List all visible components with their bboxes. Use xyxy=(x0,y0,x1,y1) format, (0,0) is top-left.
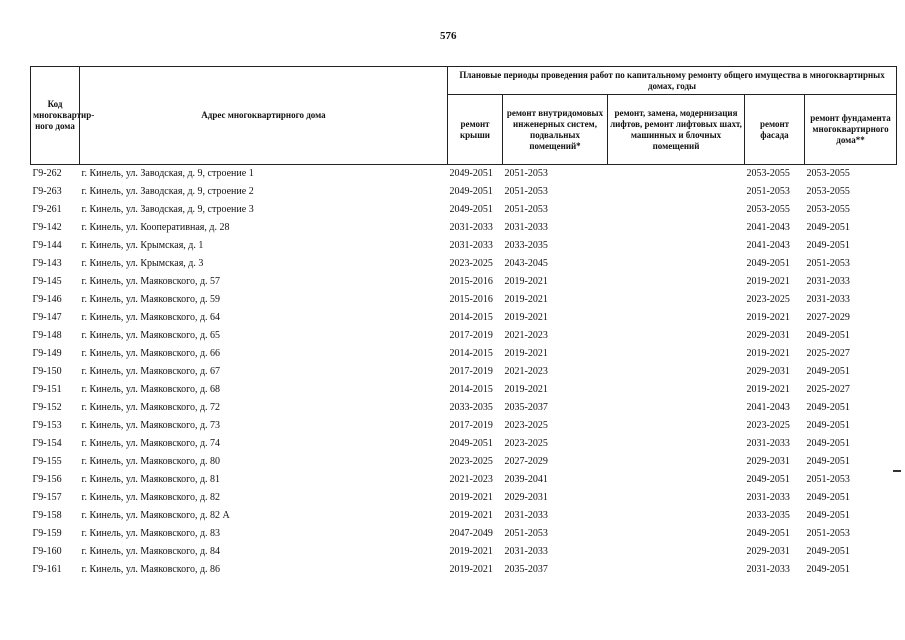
cell-code: Г9-160 xyxy=(32,546,62,557)
cell-foundation: 2027-2029 xyxy=(806,312,850,323)
cell-engineering: 2039-2041 xyxy=(504,474,548,485)
cell-foundation: 2049-2051 xyxy=(806,240,850,251)
cell-engineering: 2023-2025 xyxy=(504,420,548,431)
cell-facade: 2041-2043 xyxy=(746,240,790,251)
cell-facade: 2019-2021 xyxy=(746,276,790,287)
cell-lifts xyxy=(608,165,745,184)
cell-address: г. Кинель, ул. Маяковского, д. 82 xyxy=(81,492,221,503)
cell-roof: 2019-2021 xyxy=(449,510,493,521)
cell-engineering: 2035-2037 xyxy=(504,564,548,575)
cell-engineering: 2023-2025 xyxy=(504,438,548,449)
table-row xyxy=(31,309,897,327)
cell-lifts xyxy=(608,489,745,507)
cell-foundation: 2049-2051 xyxy=(806,366,850,377)
cell-facade: 2049-2051 xyxy=(746,474,790,485)
cell-facade: 2031-2033 xyxy=(746,564,790,575)
cell-lifts xyxy=(608,561,745,579)
cell-address: г. Кинель, ул. Маяковского, д. 72 xyxy=(81,402,221,413)
cell-roof: 2021-2023 xyxy=(449,474,493,485)
cell-lifts xyxy=(608,417,745,435)
cell-roof: 2019-2021 xyxy=(449,492,493,503)
cell-foundation: 2049-2051 xyxy=(806,402,850,413)
cell-address: г. Кинель, ул. Маяковского, д. 83 xyxy=(81,528,221,539)
cell-engineering: 2021-2023 xyxy=(504,330,548,341)
cell-address: г. Кинель, ул. Маяковского, д. 59 xyxy=(81,294,221,305)
table-row xyxy=(31,327,897,345)
table-row xyxy=(31,435,897,453)
cell-facade: 2029-2031 xyxy=(746,330,790,341)
cell-roof: 2049-2051 xyxy=(449,168,493,179)
cell-lifts xyxy=(608,345,745,363)
cell-foundation: 2053-2055 xyxy=(806,186,850,197)
cell-engineering: 2031-2033 xyxy=(504,510,548,521)
cell-lifts xyxy=(608,219,745,237)
cell-lifts xyxy=(608,183,745,201)
cell-address: г. Кинель, ул. Маяковского, д. 86 xyxy=(81,564,221,575)
table-row xyxy=(31,471,897,489)
cell-engineering: 2051-2053 xyxy=(504,168,548,179)
cell-address: г. Кинель, ул. Заводская, д. 9, строение 1 xyxy=(81,168,254,179)
cell-address: г. Кинель, ул. Маяковского, д. 81 xyxy=(81,474,221,485)
cell-facade: 2041-2043 xyxy=(746,222,790,233)
cell-foundation: 2049-2051 xyxy=(806,546,850,557)
header-foundation: ремонт фундамента многоквартирного дома** xyxy=(805,95,897,165)
cell-foundation: 2031-2033 xyxy=(806,276,850,287)
cell-roof: 2031-2033 xyxy=(449,222,493,233)
table-row xyxy=(31,561,897,579)
cell-lifts xyxy=(608,201,745,219)
header-facade: ремонт фасада xyxy=(745,95,805,165)
cell-roof: 2049-2051 xyxy=(449,186,493,197)
table-row xyxy=(31,381,897,399)
cell-facade: 2051-2053 xyxy=(746,186,790,197)
cell-engineering: 2035-2037 xyxy=(504,402,548,413)
table-row xyxy=(31,363,897,381)
cell-code: Г9-147 xyxy=(32,312,62,323)
cell-facade: 2049-2051 xyxy=(746,528,790,539)
cell-address: г. Кинель, ул. Кооперативная, д. 28 xyxy=(81,222,230,233)
cell-facade: 2029-2031 xyxy=(746,456,790,467)
cell-address: г. Кинель, ул. Крымская, д. 1 xyxy=(81,240,204,251)
cell-facade: 2031-2033 xyxy=(746,492,790,503)
cell-roof: 2047-2049 xyxy=(449,528,493,539)
cell-address: г. Кинель, ул. Маяковского, д. 73 xyxy=(81,420,221,431)
cell-lifts xyxy=(608,291,745,309)
cell-roof: 2023-2025 xyxy=(449,258,493,269)
cell-code: Г9-146 xyxy=(32,294,62,305)
cell-lifts xyxy=(608,507,745,525)
cell-facade: 2053-2055 xyxy=(746,204,790,215)
cell-address: г. Кинель, ул. Маяковского, д. 66 xyxy=(81,348,221,359)
table-row xyxy=(31,165,897,184)
cell-facade: 2019-2021 xyxy=(746,384,790,395)
cell-lifts xyxy=(608,363,745,381)
cell-facade: 2029-2031 xyxy=(746,366,790,377)
cell-lifts xyxy=(608,237,745,255)
cell-code: Г9-151 xyxy=(32,384,62,395)
cell-foundation: 2049-2051 xyxy=(806,420,850,431)
cell-roof: 2049-2051 xyxy=(449,204,493,215)
cell-lifts xyxy=(608,525,745,543)
cell-roof: 2015-2016 xyxy=(449,276,493,287)
cell-foundation: 2051-2053 xyxy=(806,258,850,269)
cell-code: Г9-142 xyxy=(32,222,62,233)
cell-facade: 2053-2055 xyxy=(746,168,790,179)
cell-lifts xyxy=(608,309,745,327)
table-row xyxy=(31,273,897,291)
cell-roof: 2033-2035 xyxy=(449,402,493,413)
cell-roof: 2049-2051 xyxy=(449,438,493,449)
cell-lifts xyxy=(608,471,745,489)
cell-foundation: 2049-2051 xyxy=(806,510,850,521)
cell-foundation: 2049-2051 xyxy=(806,330,850,341)
cell-roof: 2015-2016 xyxy=(449,294,493,305)
cell-foundation: 2053-2055 xyxy=(806,204,850,215)
cell-address: г. Кинель, ул. Маяковского, д. 68 xyxy=(81,384,221,395)
cell-facade: 2031-2033 xyxy=(746,438,790,449)
cell-facade: 2049-2051 xyxy=(746,258,790,269)
cell-address: г. Кинель, ул. Заводская, д. 9, строение 3 xyxy=(81,204,254,215)
table-row xyxy=(31,291,897,309)
cell-engineering: 2031-2033 xyxy=(504,222,548,233)
cell-foundation: 2049-2051 xyxy=(806,438,850,449)
cell-facade: 2033-2035 xyxy=(746,510,790,521)
cell-address: г. Кинель, ул. Маяковского, д. 67 xyxy=(81,366,221,377)
cell-foundation: 2031-2033 xyxy=(806,294,850,305)
header-code: Код многоквартир-ного дома xyxy=(31,67,80,165)
header-work-periods: Плановые периоды проведения работ по капитальному ремонту общего имущества в многоквартирных домах, годы xyxy=(448,67,897,95)
table-row xyxy=(31,345,897,363)
cell-address: г. Кинель, ул. Маяковского, д. 82 А xyxy=(81,510,230,521)
cell-code: Г9-159 xyxy=(32,528,62,539)
cell-facade: 2029-2031 xyxy=(746,546,790,557)
header-roof: ремонт крыши xyxy=(448,95,503,165)
cell-address: г. Кинель, ул. Заводская, д. 9, строение 2 xyxy=(81,186,254,197)
cell-roof: 2014-2015 xyxy=(449,312,493,323)
cell-address: г. Кинель, ул. Маяковского, д. 64 xyxy=(81,312,221,323)
cell-lifts xyxy=(608,399,745,417)
cell-address: г. Кинель, ул. Маяковского, д. 80 xyxy=(81,456,221,467)
table-row xyxy=(31,201,897,219)
table-row xyxy=(31,219,897,237)
cell-code: Г9-158 xyxy=(32,510,62,521)
cell-address: г. Кинель, ул. Крымская, д. 3 xyxy=(81,258,204,269)
cell-code: Г9-148 xyxy=(32,330,62,341)
cell-engineering: 2031-2033 xyxy=(504,546,548,557)
cell-code: Г9-154 xyxy=(32,438,62,449)
cell-engineering: 2033-2035 xyxy=(504,240,548,251)
header-lifts: ремонт, замена, модернизация лифтов, ремонт лифтовых шахт, машинных и блочных помещений xyxy=(608,95,745,165)
cell-engineering: 2043-2045 xyxy=(504,258,548,269)
table-row xyxy=(31,489,897,507)
cell-engineering: 2019-2021 xyxy=(504,348,548,359)
table-body xyxy=(31,165,897,580)
cell-roof: 2017-2019 xyxy=(449,330,493,341)
table-row xyxy=(31,183,897,201)
cell-code: Г9-261 xyxy=(32,204,62,215)
cell-code: Г9-161 xyxy=(32,564,62,575)
cell-code: Г9-263 xyxy=(32,186,62,197)
cell-foundation: 2049-2051 xyxy=(806,492,850,503)
cell-address: г. Кинель, ул. Маяковского, д. 57 xyxy=(81,276,221,287)
cell-lifts xyxy=(608,273,745,291)
cell-engineering: 2051-2053 xyxy=(504,186,548,197)
cell-engineering: 2029-2031 xyxy=(504,492,548,503)
cell-foundation: 2025-2027 xyxy=(806,384,850,395)
cell-engineering: 2019-2021 xyxy=(504,294,548,305)
cell-engineering: 2027-2029 xyxy=(504,456,548,467)
cell-code: Г9-144 xyxy=(32,240,62,251)
cell-roof: 2017-2019 xyxy=(449,420,493,431)
table-row xyxy=(31,417,897,435)
cell-engineering: 2019-2021 xyxy=(504,276,548,287)
cell-foundation: 2051-2053 xyxy=(806,528,850,539)
cell-foundation: 2049-2051 xyxy=(806,564,850,575)
table-row xyxy=(31,525,897,543)
cell-lifts xyxy=(608,453,745,471)
scan-edge-mark xyxy=(893,470,901,472)
cell-facade: 2019-2021 xyxy=(746,348,790,359)
cell-code: Г9-150 xyxy=(32,366,62,377)
cell-engineering: 2019-2021 xyxy=(504,384,548,395)
table-row xyxy=(31,399,897,417)
cell-lifts xyxy=(608,327,745,345)
table-header xyxy=(31,67,897,165)
cell-code: Г9-145 xyxy=(32,276,62,287)
cell-code: Г9-156 xyxy=(32,474,62,485)
cell-engineering: 2019-2021 xyxy=(504,312,548,323)
cell-code: Г9-149 xyxy=(32,348,62,359)
cell-facade: 2019-2021 xyxy=(746,312,790,323)
cell-engineering: 2051-2053 xyxy=(504,528,548,539)
cell-address: г. Кинель, ул. Маяковского, д. 74 xyxy=(81,438,221,449)
cell-lifts xyxy=(608,435,745,453)
cell-roof: 2019-2021 xyxy=(449,546,493,557)
page-number: 576 xyxy=(440,30,457,42)
cell-roof: 2019-2021 xyxy=(449,564,493,575)
cell-roof: 2031-2033 xyxy=(449,240,493,251)
cell-foundation: 2053-2055 xyxy=(806,168,850,179)
table-row xyxy=(31,507,897,525)
repair-schedule-table xyxy=(30,66,897,579)
cell-roof: 2023-2025 xyxy=(449,456,493,467)
cell-code: Г9-152 xyxy=(32,402,62,413)
cell-engineering: 2021-2023 xyxy=(504,366,548,377)
cell-foundation: 2049-2051 xyxy=(806,456,850,467)
cell-lifts xyxy=(608,381,745,399)
cell-facade: 2023-2025 xyxy=(746,420,790,431)
cell-engineering: 2051-2053 xyxy=(504,204,548,215)
table-row xyxy=(31,453,897,471)
cell-foundation: 2049-2051 xyxy=(806,222,850,233)
cell-code: Г9-153 xyxy=(32,420,62,431)
cell-roof: 2014-2015 xyxy=(449,348,493,359)
cell-roof: 2017-2019 xyxy=(449,366,493,377)
cell-code: Г9-155 xyxy=(32,456,62,467)
cell-foundation: 2051-2053 xyxy=(806,474,850,485)
cell-lifts xyxy=(608,255,745,273)
table-row xyxy=(31,237,897,255)
cell-foundation: 2025-2027 xyxy=(806,348,850,359)
header-address: Адрес многоквартирного дома xyxy=(80,67,448,165)
cell-code: Г9-157 xyxy=(32,492,62,503)
cell-address: г. Кинель, ул. Маяковского, д. 84 xyxy=(81,546,221,557)
table-row xyxy=(31,543,897,561)
cell-address: г. Кинель, ул. Маяковского, д. 65 xyxy=(81,330,221,341)
header-engineering: ремонт внутридомовых инженерных систем, подвальных помещений* xyxy=(503,95,608,165)
cell-roof: 2014-2015 xyxy=(449,384,493,395)
table-row xyxy=(31,255,897,273)
cell-lifts xyxy=(608,543,745,561)
cell-facade: 2041-2043 xyxy=(746,402,790,413)
cell-facade: 2023-2025 xyxy=(746,294,790,305)
cell-code: Г9-143 xyxy=(32,258,62,269)
cell-code: Г9-262 xyxy=(32,168,62,179)
